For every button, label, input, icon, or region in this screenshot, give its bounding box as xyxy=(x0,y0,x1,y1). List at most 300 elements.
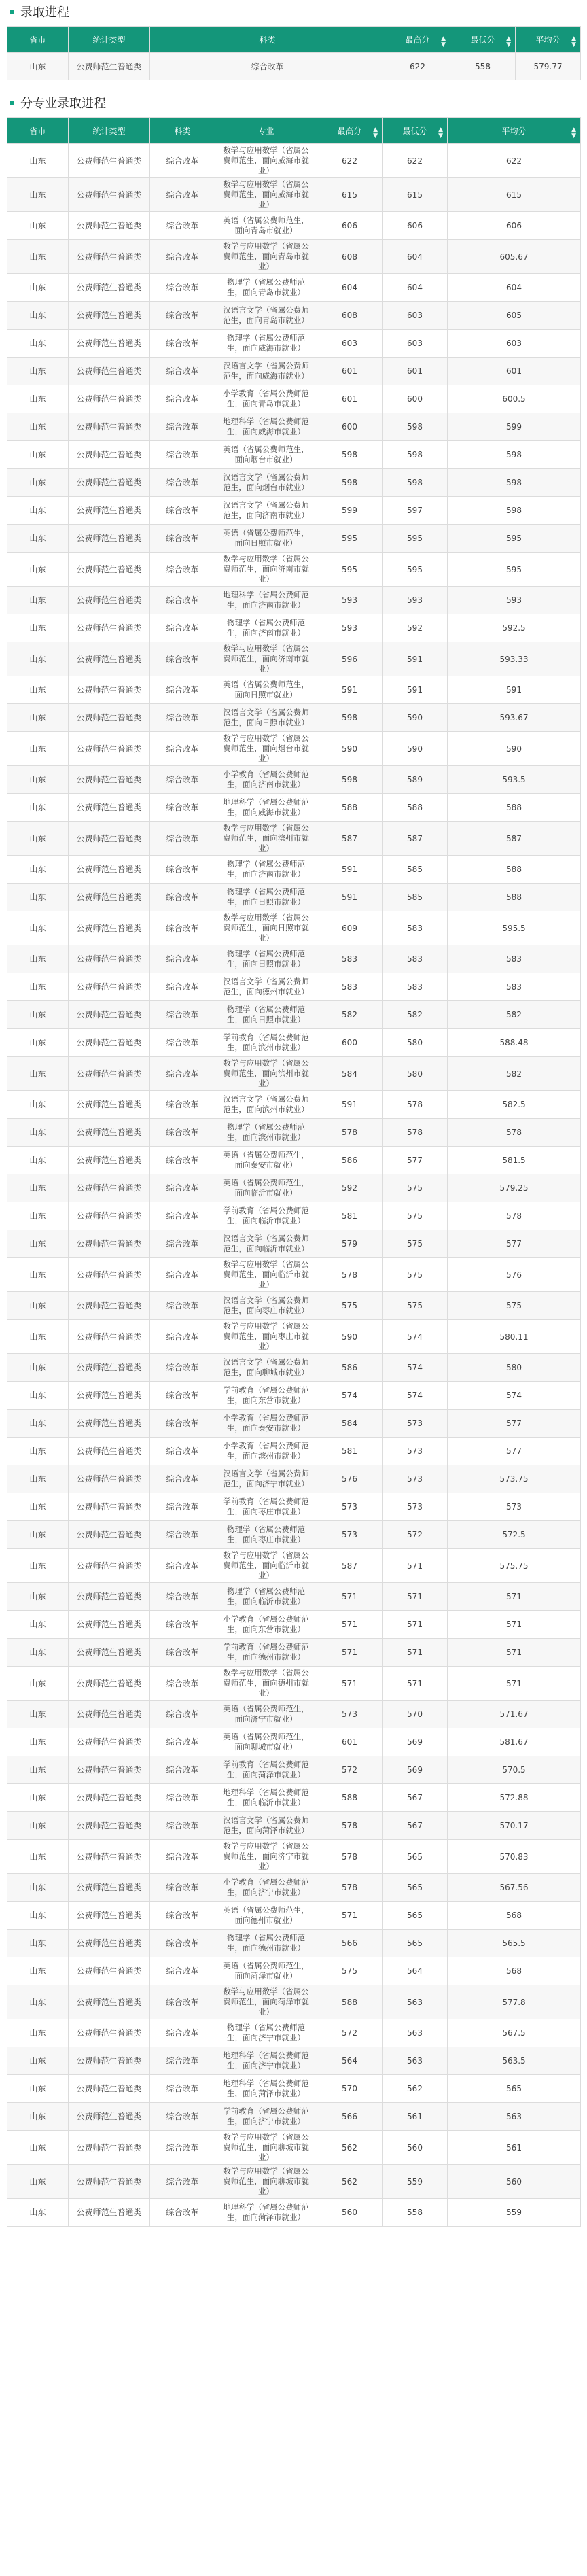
cell-min: 573 xyxy=(383,1438,448,1465)
table-row xyxy=(7,614,581,642)
cell-avg: 588.48 xyxy=(448,1029,581,1057)
cell-max: 578 xyxy=(317,1812,383,1840)
cell-avg: 565.5 xyxy=(448,1930,581,1957)
cell-max: 571 xyxy=(317,1639,383,1667)
cell-major: 数学与应用数学（省属公费师范生，面向菏泽市就业） xyxy=(215,1985,317,2019)
table-row xyxy=(7,2075,581,2103)
cell-subject: 综合改革 xyxy=(150,302,215,330)
cell-province: 山东 xyxy=(7,1230,69,1258)
cell-type: 公费师范生普通类 xyxy=(69,1812,150,1840)
cell-avg: 561 xyxy=(448,2131,581,2165)
cell-province: 山东 xyxy=(7,1639,69,1667)
cell-min: 598 xyxy=(383,469,448,497)
cell-max: 586 xyxy=(317,1354,383,1382)
cell-subject: 综合改革 xyxy=(150,240,215,274)
cell-type: 公费师范生普通类 xyxy=(69,1701,150,1728)
cell-avg: 570.17 xyxy=(448,1812,581,1840)
cell-type: 公费师范生普通类 xyxy=(69,2199,150,2227)
cell-max: 591 xyxy=(317,884,383,911)
cell-province: 山东 xyxy=(7,2165,69,2199)
cell-province: 山东 xyxy=(7,497,69,525)
cell-subject: 综合改革 xyxy=(150,1728,215,1756)
cell-min: 583 xyxy=(383,911,448,945)
cell-min: 593 xyxy=(383,587,448,614)
col-header-max[interactable] xyxy=(385,27,450,53)
table-row xyxy=(7,973,581,1001)
table-row xyxy=(7,1174,581,1202)
table-row xyxy=(7,1930,581,1957)
cell-subject: 综合改革 xyxy=(150,1258,215,1292)
cell-min: 565 xyxy=(383,1840,448,1874)
table-row xyxy=(7,1549,581,1583)
cell-province: 山东 xyxy=(7,1174,69,1202)
cell-max: 595 xyxy=(317,553,383,587)
cell-max: 601 xyxy=(317,358,383,385)
cell-province: 山东 xyxy=(7,1667,69,1701)
cell-subject: 综合改革 xyxy=(150,732,215,766)
cell-subject: 综合改革 xyxy=(150,1667,215,1701)
table-row xyxy=(7,2199,581,2227)
cell-min: 558 xyxy=(450,53,516,80)
sort-icon[interactable]: ▲ ▼ xyxy=(373,126,378,139)
cell-type: 公费师范生普通类 xyxy=(69,302,150,330)
cell-type: 公费师范生普通类 xyxy=(69,1756,150,1784)
cell-subject: 综合改革 xyxy=(150,945,215,973)
cell-province: 山东 xyxy=(7,469,69,497)
table-row xyxy=(7,794,581,822)
table-row xyxy=(7,587,581,614)
cell-min: 590 xyxy=(383,704,448,732)
cell-max: 584 xyxy=(317,1410,383,1438)
cell-province: 山东 xyxy=(7,676,69,704)
cell-type: 公费师范生普通类 xyxy=(69,704,150,732)
cell-province: 山东 xyxy=(7,822,69,856)
cell-major: 数学与应用数学（省属公费师范生，面向威海市就业） xyxy=(215,144,317,178)
cell-max: 598 xyxy=(317,441,383,469)
cell-province: 山东 xyxy=(7,240,69,274)
cell-province: 山东 xyxy=(7,1784,69,1812)
major-admission-table xyxy=(7,117,581,2227)
bullet-dot-icon xyxy=(10,101,14,105)
cell-subject: 综合改革 xyxy=(150,469,215,497)
table-row xyxy=(7,1957,581,1985)
table-row xyxy=(7,1119,581,1147)
cell-province: 山东 xyxy=(7,178,69,212)
cell-avg: 570.83 xyxy=(448,1840,581,1874)
cell-type: 公费师范生普通类 xyxy=(69,822,150,856)
cell-type: 公费师范生普通类 xyxy=(69,385,150,413)
cell-province: 山东 xyxy=(7,274,69,302)
col-header-min[interactable] xyxy=(450,27,516,53)
cell-type: 公费师范生普通类 xyxy=(69,1230,150,1258)
major-table-body xyxy=(7,144,581,2227)
cell-min: 571 xyxy=(383,1639,448,1667)
cell-min: 565 xyxy=(383,1902,448,1930)
cell-subject: 综合改革 xyxy=(150,553,215,587)
table-row xyxy=(7,497,581,525)
cell-avg: 595 xyxy=(448,525,581,553)
table-row xyxy=(7,1465,581,1493)
cell-avg: 601 xyxy=(448,358,581,385)
cell-subject: 综合改革 xyxy=(150,2075,215,2103)
cell-avg: 571 xyxy=(448,1583,581,1611)
table-row xyxy=(7,1258,581,1292)
cell-max: 592 xyxy=(317,1174,383,1202)
sort-icon[interactable]: ▲ ▼ xyxy=(571,126,576,139)
cell-avg: 580 xyxy=(448,1354,581,1382)
cell-max: 576 xyxy=(317,1465,383,1493)
sort-icon[interactable]: ▲ ▼ xyxy=(441,35,446,48)
cell-min: 563 xyxy=(383,1985,448,2019)
cell-type: 公费师范生普通类 xyxy=(69,856,150,884)
cell-avg: 567.56 xyxy=(448,1874,581,1902)
cell-subject: 综合改革 xyxy=(150,2131,215,2165)
cell-province: 山东 xyxy=(7,1147,69,1174)
cell-max: 578 xyxy=(317,1840,383,1874)
cell-avg: 588 xyxy=(448,794,581,822)
cell-avg: 563 xyxy=(448,2103,581,2131)
table-row xyxy=(7,2131,581,2165)
cell-min: 565 xyxy=(383,1930,448,1957)
cell-min: 571 xyxy=(383,1549,448,1583)
cell-type: 公费师范生普通类 xyxy=(69,1985,150,2019)
cell-max: 571 xyxy=(317,1611,383,1639)
table-row xyxy=(7,2019,581,2047)
cell-max: 590 xyxy=(317,1320,383,1354)
cell-subject: 综合改革 xyxy=(150,274,215,302)
cell-subject: 综合改革 xyxy=(150,1701,215,1728)
cell-type: 公费师范生普通类 xyxy=(69,525,150,553)
cell-major: 学前教育（省属公费师范生，面向滨州市就业） xyxy=(215,1029,317,1057)
cell-avg: 577 xyxy=(448,1230,581,1258)
cell-type: 公费师范生普通类 xyxy=(69,1057,150,1091)
cell-max: 571 xyxy=(317,1583,383,1611)
cell-min: 563 xyxy=(383,2047,448,2075)
cell-type: 公费师范生普通类 xyxy=(69,732,150,766)
cell-min: 572 xyxy=(383,1521,448,1549)
cell-min: 571 xyxy=(383,1611,448,1639)
cell-major: 汉语言文学（省属公费师范生，面向德州市就业） xyxy=(215,973,317,1001)
col-header-avg[interactable] xyxy=(448,118,581,144)
cell-min: 564 xyxy=(383,1957,448,1985)
cell-max: 566 xyxy=(317,1930,383,1957)
cell-province: 山东 xyxy=(7,1874,69,1902)
cell-max: 600 xyxy=(317,413,383,441)
cell-max: 566 xyxy=(317,2103,383,2131)
cell-max: 591 xyxy=(317,1091,383,1119)
cell-min: 574 xyxy=(383,1382,448,1410)
sort-icon[interactable]: ▲ ▼ xyxy=(438,126,443,139)
cell-max: 575 xyxy=(317,1957,383,1985)
cell-avg: 578 xyxy=(448,1202,581,1230)
cell-province: 山东 xyxy=(7,1001,69,1029)
cell-major: 汉语言文学（省属公费师范生，面向日照市就业） xyxy=(215,704,317,732)
cell-avg: 572.88 xyxy=(448,1784,581,1812)
table-row xyxy=(7,1029,581,1057)
table-row xyxy=(7,2047,581,2075)
cell-province: 山东 xyxy=(7,1930,69,1957)
cell-major: 学前教育（省属公费师范生，面向枣庄市就业） xyxy=(215,1493,317,1521)
table-row xyxy=(7,1493,581,1521)
cell-province: 山东 xyxy=(7,144,69,178)
cell-major: 学前教育（省属公费师范生，面向临沂市就业） xyxy=(215,1202,317,1230)
cell-major: 英语（省属公费师范生，面向日照市就业） xyxy=(215,525,317,553)
cell-max: 581 xyxy=(317,1202,383,1230)
cell-max: 596 xyxy=(317,642,383,676)
cell-min: 577 xyxy=(383,1147,448,1174)
cell-avg: 603 xyxy=(448,330,581,358)
table-row xyxy=(7,1639,581,1667)
cell-max: 581 xyxy=(317,1438,383,1465)
cell-type: 公费师范生普通类 xyxy=(69,212,150,240)
cell-province: 山东 xyxy=(7,385,69,413)
cell-avg: 575 xyxy=(448,1292,581,1320)
cell-type: 公费师范生普通类 xyxy=(69,413,150,441)
cell-province: 山东 xyxy=(7,2199,69,2227)
table-row xyxy=(7,385,581,413)
cell-subject: 综合改革 xyxy=(150,1147,215,1174)
table-row xyxy=(7,766,581,794)
cell-type: 公费师范生普通类 xyxy=(69,911,150,945)
cell-avg: 577 xyxy=(448,1438,581,1465)
cell-type: 公费师范生普通类 xyxy=(69,794,150,822)
col-header-province: 省市 xyxy=(7,27,69,53)
cell-major: 地理科学（省属公费师范生，面向临沂市就业） xyxy=(215,1784,317,1812)
cell-avg: 615 xyxy=(448,178,581,212)
col-header-max-label: 最高分 xyxy=(337,126,362,136)
cell-avg: 576 xyxy=(448,1258,581,1292)
cell-min: 615 xyxy=(383,178,448,212)
cell-max: 588 xyxy=(317,1985,383,2019)
cell-avg: 600.5 xyxy=(448,385,581,413)
table-row xyxy=(7,1728,581,1756)
cell-min: 587 xyxy=(383,822,448,856)
cell-type: 公费师范生普通类 xyxy=(69,1174,150,1202)
cell-type: 公费师范生普通类 xyxy=(69,1493,150,1521)
cell-subject: 综合改革 xyxy=(150,1465,215,1493)
cell-max: 587 xyxy=(317,1549,383,1583)
cell-min: 585 xyxy=(383,856,448,884)
cell-avg: 572.5 xyxy=(448,1521,581,1549)
col-header-min-label: 最低分 xyxy=(402,126,427,136)
cell-major: 小学教育（省属公费师范生，面向济宁市就业） xyxy=(215,1874,317,1902)
cell-type: 公费师范生普通类 xyxy=(69,2131,150,2165)
cell-type: 公费师范生普通类 xyxy=(69,1292,150,1320)
cell-major: 学前教育（省属公费师范生，面向菏泽市就业） xyxy=(215,1756,317,1784)
cell-major: 英语（省属公费师范生，面向聊城市就业） xyxy=(215,1728,317,1756)
cell-type: 公费师范生普通类 xyxy=(69,1029,150,1057)
cell-avg: 593 xyxy=(448,587,581,614)
cell-subject: 综合改革 xyxy=(150,676,215,704)
cell-avg: 604 xyxy=(448,274,581,302)
cell-min: 603 xyxy=(383,330,448,358)
cell-major: 数学与应用数学（省属公费师范生，面向滨州市就业） xyxy=(215,822,317,856)
table-row xyxy=(7,441,581,469)
cell-major: 数学与应用数学（省属公费师范生，面向聊城市就业） xyxy=(215,2165,317,2199)
cell-min: 598 xyxy=(383,441,448,469)
cell-subject: 综合改革 xyxy=(150,614,215,642)
cell-major: 汉语言文学（省属公费师范生，面向烟台市就业） xyxy=(215,469,317,497)
cell-major: 英语（省属公费师范生，面向济宁市就业） xyxy=(215,1701,317,1728)
table-row xyxy=(7,1354,581,1382)
cell-avg: 578 xyxy=(448,1119,581,1147)
cell-major: 地理科学（省属公费师范生，面向济宁市就业） xyxy=(215,2047,317,2075)
cell-type: 公费师范生普通类 xyxy=(69,358,150,385)
sort-icon[interactable]: ▲ ▼ xyxy=(571,35,576,48)
cell-subject: 综合改革 xyxy=(150,212,215,240)
cell-major: 数学与应用数学（省属公费师范生，面向济南市就业） xyxy=(215,553,317,587)
cell-type: 公费师范生普通类 xyxy=(69,497,150,525)
cell-min: 575 xyxy=(383,1258,448,1292)
cell-province: 山东 xyxy=(7,911,69,945)
cell-max: 573 xyxy=(317,1493,383,1521)
table-row xyxy=(7,1583,581,1611)
cell-max: 571 xyxy=(317,1667,383,1701)
cell-major: 数学与应用数学（省属公费师范生，面向聊城市就业） xyxy=(215,2131,317,2165)
cell-max: 598 xyxy=(317,766,383,794)
cell-subject: 综合改革 xyxy=(150,911,215,945)
cell-province: 山东 xyxy=(7,945,69,973)
cell-province: 山东 xyxy=(7,973,69,1001)
cell-min: 592 xyxy=(383,614,448,642)
cell-subject: 综合改革 xyxy=(150,1001,215,1029)
table-row xyxy=(7,945,581,973)
cell-province: 山东 xyxy=(7,1701,69,1728)
cell-major: 数学与应用数学（省属公费师范生，面向德州市就业） xyxy=(215,1667,317,1701)
table-row xyxy=(7,676,581,704)
table-row xyxy=(7,1611,581,1639)
cell-avg: 567.5 xyxy=(448,2019,581,2047)
cell-max: 604 xyxy=(317,274,383,302)
cell-subject: 综合改革 xyxy=(150,1029,215,1057)
col-header-province: 省市 xyxy=(7,118,69,144)
cell-avg: 587 xyxy=(448,822,581,856)
cell-avg: 598 xyxy=(448,441,581,469)
cell-avg: 595.5 xyxy=(448,911,581,945)
cell-min: 580 xyxy=(383,1057,448,1091)
cell-subject: 综合改革 xyxy=(150,385,215,413)
cell-major: 地理科学（省属公费师范生，面向济南市就业） xyxy=(215,587,317,614)
cell-min: 569 xyxy=(383,1728,448,1756)
cell-province: 山东 xyxy=(7,1438,69,1465)
cell-subject: 综合改革 xyxy=(150,1382,215,1410)
cell-max: 583 xyxy=(317,945,383,973)
col-header-avg[interactable] xyxy=(516,27,581,53)
cell-subject: 综合改革 xyxy=(150,1354,215,1382)
cell-min: 567 xyxy=(383,1812,448,1840)
cell-min: 559 xyxy=(383,2165,448,2199)
cell-type: 公费师范生普通类 xyxy=(69,441,150,469)
cell-min: 580 xyxy=(383,1029,448,1057)
cell-major: 汉语言文学（省属公费师范生，面向威海市就业） xyxy=(215,358,317,385)
cell-type: 公费师范生普通类 xyxy=(69,614,150,642)
cell-type: 公费师范生普通类 xyxy=(69,1119,150,1147)
cell-avg: 583 xyxy=(448,945,581,973)
cell-subject: 综合改革 xyxy=(150,1174,215,1202)
cell-max: 562 xyxy=(317,2165,383,2199)
cell-province: 山东 xyxy=(7,614,69,642)
cell-major: 小学教育（省属公费师范生，面向东营市就业） xyxy=(215,1611,317,1639)
cell-subject: 综合改革 xyxy=(150,53,385,80)
table-row xyxy=(7,1784,581,1812)
sort-icon[interactable]: ▲ ▼ xyxy=(506,35,511,48)
cell-major: 汉语言文学（省属公费师范生，面向济南市就业） xyxy=(215,497,317,525)
cell-subject: 综合改革 xyxy=(150,766,215,794)
cell-major: 小学教育（省属公费师范生，面向泰安市就业） xyxy=(215,1410,317,1438)
cell-type: 公费师范生普通类 xyxy=(69,240,150,274)
cell-type: 公费师范生普通类 xyxy=(69,178,150,212)
cell-subject: 综合改革 xyxy=(150,1812,215,1840)
cell-max: 583 xyxy=(317,973,383,1001)
cell-max: 588 xyxy=(317,794,383,822)
cell-max: 591 xyxy=(317,856,383,884)
cell-avg: 573 xyxy=(448,1493,581,1521)
table-row xyxy=(7,53,581,80)
cell-min: 583 xyxy=(383,945,448,973)
col-header-max[interactable] xyxy=(317,118,383,144)
cell-avg: 593.33 xyxy=(448,642,581,676)
cell-type: 公费师范生普通类 xyxy=(69,274,150,302)
table-row xyxy=(7,1202,581,1230)
table-row xyxy=(7,1147,581,1174)
cell-min: 583 xyxy=(383,973,448,1001)
cell-avg: 577 xyxy=(448,1410,581,1438)
cell-major: 学前教育（省属公费师范生，面向东营市就业） xyxy=(215,1382,317,1410)
cell-type: 公费师范生普通类 xyxy=(69,945,150,973)
cell-type: 公费师范生普通类 xyxy=(69,2019,150,2047)
cell-province: 山东 xyxy=(7,2019,69,2047)
cell-type: 公费师范生普通类 xyxy=(69,1091,150,1119)
cell-max: 608 xyxy=(317,240,383,274)
cell-province: 山东 xyxy=(7,1728,69,1756)
cell-avg: 573.75 xyxy=(448,1465,581,1493)
col-header-subject: 科类 xyxy=(150,27,385,53)
cell-major: 物理学（省属公费师范生，面向青岛市就业） xyxy=(215,274,317,302)
col-header-min[interactable] xyxy=(383,118,448,144)
section-heading-by-major xyxy=(7,91,580,114)
cell-max: 573 xyxy=(317,1521,383,1549)
cell-subject: 综合改革 xyxy=(150,1438,215,1465)
cell-min: 591 xyxy=(383,676,448,704)
cell-subject: 综合改革 xyxy=(150,497,215,525)
cell-type: 公费师范生普通类 xyxy=(69,1320,150,1354)
cell-avg: 593.67 xyxy=(448,704,581,732)
cell-subject: 综合改革 xyxy=(150,358,215,385)
section-title: 分专业录取进程 xyxy=(20,97,106,111)
cell-avg: 568 xyxy=(448,1957,581,1985)
cell-max: 599 xyxy=(317,497,383,525)
cell-min: 558 xyxy=(383,2199,448,2227)
table-row xyxy=(7,469,581,497)
cell-subject: 综合改革 xyxy=(150,178,215,212)
cell-max: 615 xyxy=(317,178,383,212)
cell-province: 山东 xyxy=(7,441,69,469)
cell-major: 英语（省属公费师范生，面向日照市就业） xyxy=(215,676,317,704)
cell-max: 587 xyxy=(317,822,383,856)
table-row xyxy=(7,1438,581,1465)
cell-major: 地理科学（省属公费师范生，面向威海市就业） xyxy=(215,413,317,441)
table-row xyxy=(7,240,581,274)
cell-major: 数学与应用数学（省属公费师范生，面向滨州市就业） xyxy=(215,1057,317,1091)
cell-type: 公费师范生普通类 xyxy=(69,587,150,614)
cell-max: 600 xyxy=(317,1029,383,1057)
cell-province: 山东 xyxy=(7,1119,69,1147)
cell-subject: 综合改革 xyxy=(150,884,215,911)
table-row xyxy=(7,911,581,945)
cell-major: 物理学（省属公费师范生，面向枣庄市就业） xyxy=(215,1521,317,1549)
cell-max: 593 xyxy=(317,614,383,642)
cell-type: 公费师范生普通类 xyxy=(69,1354,150,1382)
